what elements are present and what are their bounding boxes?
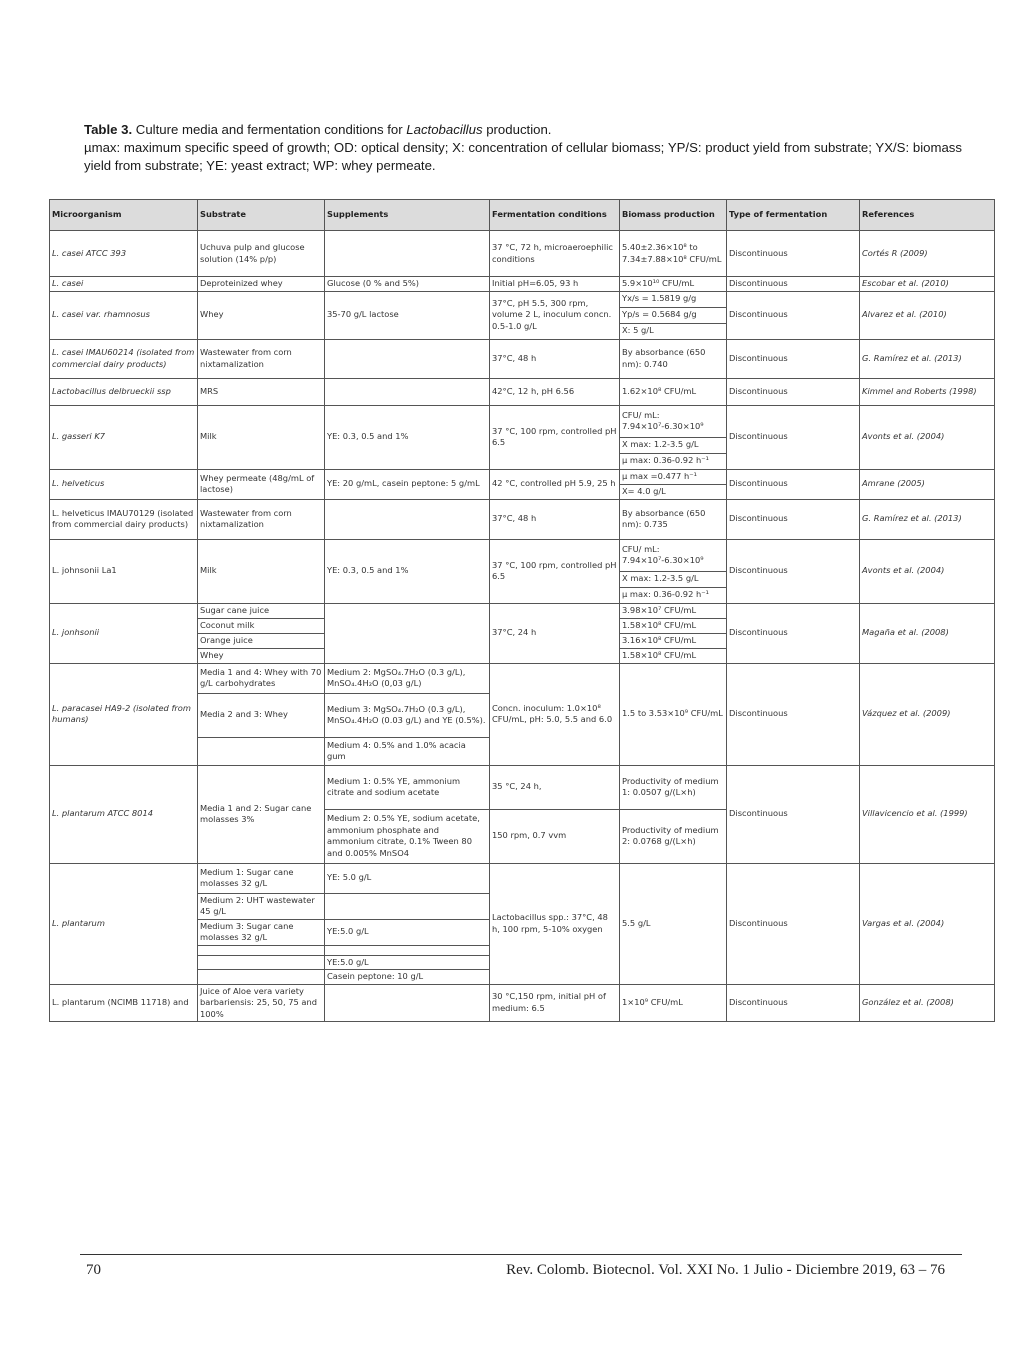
cell-microorganism: L. johnsonii La1	[50, 539, 198, 603]
cell-supplements	[325, 603, 490, 663]
cell-reference: Alvarez et al. (2010)	[860, 291, 995, 339]
cell-substrate: Media 1 and 2: Sugar cane molasses 3%	[198, 765, 325, 863]
table-row	[50, 539, 995, 571]
cell-microorganism: L. plantarum ATCC 8014	[50, 765, 198, 863]
caption-title-genus: Lactobacillus	[406, 122, 483, 137]
cell-substrate: Media 1 and 4: Whey with 70 g/L carbohydrates	[198, 663, 325, 693]
table-row	[50, 765, 995, 809]
cell-substrate: Medium 2: UHT wastewater 45 g/L	[198, 893, 325, 919]
cell-supplements: Medium 2: 0.5% YE, sodium acetate, ammonium phosphate and ammonium citrate, 0.1% Tween 80 and 0.005% MnSO4	[325, 809, 490, 863]
cell-supplements	[325, 893, 490, 919]
cell-reference: Vargas et al. (2004)	[860, 863, 995, 984]
cell-microorganism: L. helveticus	[50, 469, 198, 499]
cell-reference: Escobar et al. (2010)	[860, 277, 995, 292]
cell-supplements: YE:5.0 g/L	[325, 955, 490, 970]
cell-type: Discontinuous	[727, 765, 860, 863]
header-references: References	[860, 200, 995, 231]
cell-biomass: µ max: 0.36-0.92 h⁻¹	[620, 453, 727, 469]
cell-biomass: X max: 1.2-3.5 g/L	[620, 437, 727, 453]
header-type-of-fermentation: Type of fermentation	[727, 200, 860, 231]
cell-supplements: Medium 4: 0.5% and 1.0% acacia gum	[325, 737, 490, 765]
cell-microorganism: L. gasseri K7	[50, 405, 198, 469]
cell-microorganism: L. casei ATCC 393	[50, 231, 198, 277]
journal-citation: Rev. Colomb. Biotecnol. Vol. XXI No. 1 Julio - Diciembre 2019, 63 – 76	[506, 1262, 945, 1278]
cell-substrate: Whey permeate (48g/mL of lactose)	[198, 469, 325, 499]
cell-conditions: 42°C, 12 h, pH 6.56	[490, 378, 620, 405]
cell-supplements	[325, 378, 490, 405]
cell-microorganism: Lactobacillus delbrueckii ssp	[50, 378, 198, 405]
cell-biomass: 3.98×10⁷ CFU/mL	[620, 603, 727, 618]
cell-conditions: Concn. inoculum: 1.0×10⁸ CFU/mL, pH: 5.0, 5.5 and 6.0	[490, 663, 620, 765]
table-row	[50, 499, 995, 539]
table-row	[50, 603, 995, 618]
cell-supplements: Medium 1: 0.5% YE, ammonium citrate and sodium acetate	[325, 765, 490, 809]
page-number: 70	[86, 1262, 101, 1278]
cell-supplements: YE: 5.0 g/L	[325, 863, 490, 893]
cell-supplements: Medium 3: MgSO₄.7H₂O (0.3 g/L), MnSO₄.4H₂O (0.03 g/L) and YE (0.5%).	[325, 693, 490, 737]
table-row	[50, 663, 995, 693]
cell-reference: González et al. (2008)	[860, 984, 995, 1022]
cell-biomass: X= 4.0 g/L	[620, 484, 727, 499]
table-row	[50, 339, 995, 378]
cell-type: Discontinuous	[727, 539, 860, 603]
cell-conditions: 42 °C, controlled pH 5.9, 25 h	[490, 469, 620, 499]
cell-substrate: Media 2 and 3: Whey	[198, 693, 325, 737]
cell-biomass: µ max: 0.36-0.92 h⁻¹	[620, 587, 727, 603]
cell-supplements: 35-70 g/L lactose	[325, 291, 490, 339]
cell-reference: Avonts et al. (2004)	[860, 539, 995, 603]
cell-substrate: Medium 1: Sugar cane molasses 32 g/L	[198, 863, 325, 893]
cell-biomass: 3.16×10⁸ CFU/mL	[620, 633, 727, 648]
culture-media-table	[49, 199, 995, 1022]
cell-supplements	[325, 231, 490, 277]
cell-type: Discontinuous	[727, 405, 860, 469]
cell-biomass: X max: 1.2-3.5 g/L	[620, 571, 727, 587]
cell-biomass: CFU/ mL: 7.94×10⁷-6.30×10⁹	[620, 539, 727, 571]
cell-substrate: Wastewater from corn nixtamalization	[198, 339, 325, 378]
header-microorganism: Microorganism	[50, 200, 198, 231]
cell-type: Discontinuous	[727, 291, 860, 339]
table-row	[50, 469, 995, 484]
table-row	[50, 291, 995, 307]
cell-substrate	[198, 737, 325, 765]
cell-reference: Kimmel and Roberts (1998)	[860, 378, 995, 405]
cell-biomass: 5.5 g/L	[620, 863, 727, 984]
cell-conditions: 37°C, 48 h	[490, 339, 620, 378]
cell-supplements	[325, 339, 490, 378]
cell-type: Discontinuous	[727, 863, 860, 984]
cell-reference: Magaña et al. (2008)	[860, 603, 995, 663]
cell-supplements: YE: 0.3, 0.5 and 1%	[325, 539, 490, 603]
cell-biomass: Yx/s = 1.5819 g/g	[620, 291, 727, 307]
table-caption	[84, 121, 962, 175]
cell-biomass: Productivity of medium 2: 0.0768 g/(L×h)	[620, 809, 727, 863]
cell-microorganism: L. plantarum (NCIMB 11718) and	[50, 984, 198, 1022]
cell-substrate: Whey	[198, 291, 325, 339]
cell-conditions: Lactobacillus spp.: 37°C, 48 h, 100 rpm, 5-10% oxygen	[490, 863, 620, 984]
header-supplements: Supplements	[325, 200, 490, 231]
cell-substrate: Deproteinized whey	[198, 277, 325, 292]
caption-abbreviations: µmax: maximum specific speed of growth; OD: optical density; X: concentration of cellular biomass; YP/S: product yield from substrate; YX/S: biomass yield from substrate; YE: yeast extract; WP: whey permeate.	[84, 140, 962, 173]
table-row	[50, 863, 995, 893]
cell-supplements: Medium 2: MgSO₄.7H₂O (0.3 g/L), MnSO₄.4H₂O (0,03 g/L)	[325, 663, 490, 693]
cell-biomass: Yp/s = 0.5684 g/g	[620, 307, 727, 323]
cell-conditions: 37 °C, 72 h, microaeroephilic conditions	[490, 231, 620, 277]
cell-biomass: 1.58×10⁸ CFU/mL	[620, 648, 727, 663]
cell-biomass: 1.62×10⁸ CFU/mL	[620, 378, 727, 405]
table-header-row	[50, 200, 995, 231]
cell-supplements: Casein peptone: 10 g/L	[325, 970, 490, 985]
cell-microorganism: L. casei var. rhamnosus	[50, 291, 198, 339]
table-row	[50, 277, 995, 292]
footer-divider	[80, 1254, 962, 1255]
cell-microorganism: L. casei IMAU60214 (isolated from commercial dairy products)	[50, 339, 198, 378]
caption-title-pre: Culture media and fermentation conditions for	[132, 122, 407, 137]
cell-biomass: 1.58×10⁸ CFU/mL	[620, 618, 727, 633]
caption-title-post: production.	[482, 122, 552, 137]
cell-substrate: Orange juice	[198, 633, 325, 648]
cell-biomass: Productivity of medium 1: 0.0507 g/(L×h)	[620, 765, 727, 809]
header-fermentation-conditions: Fermentation conditions	[490, 200, 620, 231]
cell-conditions: 30 °C,150 rpm, initial pH of medium: 6.5	[490, 984, 620, 1022]
cell-microorganism: L. casei	[50, 277, 198, 292]
cell-type: Discontinuous	[727, 277, 860, 292]
cell-biomass: 5.40±2.36×10⁸ to 7.34±7.88×10⁸ CFU/mL	[620, 231, 727, 277]
cell-reference: Cortés R (2009)	[860, 231, 995, 277]
cell-substrate: Whey	[198, 648, 325, 663]
cell-supplements: YE: 20 g/mL, casein peptone: 5 g/mL	[325, 469, 490, 499]
cell-substrate: Sugar cane juice	[198, 603, 325, 618]
culture-table-wrapper	[49, 199, 994, 1045]
table-row	[50, 231, 995, 277]
cell-type: Discontinuous	[727, 469, 860, 499]
cell-substrate	[198, 945, 325, 955]
cell-substrate: MRS	[198, 378, 325, 405]
cell-biomass: By absorbance (650 nm): 0.740	[620, 339, 727, 378]
cell-supplements: YE:5.0 g/L	[325, 919, 490, 945]
cell-microorganism: L. paracasei HA9-2 (isolated from humans)	[50, 663, 198, 765]
cell-supplements	[325, 984, 490, 1022]
cell-type: Discontinuous	[727, 499, 860, 539]
table-row	[50, 378, 995, 405]
cell-supplements: YE: 0.3, 0.5 and 1%	[325, 405, 490, 469]
cell-type: Discontinuous	[727, 378, 860, 405]
cell-microorganism: L. plantarum	[50, 863, 198, 984]
cell-substrate: Juice of Aloe vera variety barbariensis: 25, 50, 75 and 100%	[198, 984, 325, 1022]
cell-substrate	[198, 955, 325, 970]
cell-supplements	[325, 945, 490, 955]
cell-conditions: Initial pH=6.05, 93 h	[490, 277, 620, 292]
cell-reference: Amrane (2005)	[860, 469, 995, 499]
cell-substrate: Wastewater from corn nixtamalization	[198, 499, 325, 539]
cell-substrate: Milk	[198, 405, 325, 469]
table-label: Table 3.	[84, 122, 133, 137]
cell-conditions: 37 °C, 100 rpm, controlled pH 6.5	[490, 539, 620, 603]
cell-reference: G. Ramírez et al. (2013)	[860, 499, 995, 539]
cell-biomass: 5.9×10¹⁰ CFU/mL	[620, 277, 727, 292]
cell-conditions: 150 rpm, 0.7 vvm	[490, 809, 620, 863]
cell-conditions: 37°C, 24 h	[490, 603, 620, 663]
cell-reference: Avonts et al. (2004)	[860, 405, 995, 469]
cell-supplements: Glucose (0 % and 5%)	[325, 277, 490, 292]
cell-biomass: 1×10⁹ CFU/mL	[620, 984, 727, 1022]
header-substrate: Substrate	[198, 200, 325, 231]
cell-biomass: By absorbance (650 nm): 0.735	[620, 499, 727, 539]
cell-conditions: 35 °C, 24 h,	[490, 765, 620, 809]
cell-conditions: 37 °C, 100 rpm, controlled pH 6.5	[490, 405, 620, 469]
cell-type: Discontinuous	[727, 984, 860, 1022]
cell-substrate: Milk	[198, 539, 325, 603]
cell-substrate: Uchuva pulp and glucose solution (14% p/p)	[198, 231, 325, 277]
cell-biomass: X: 5 g/L	[620, 323, 727, 339]
cell-biomass: CFU/ mL: 7.94×10⁷-6.30×10⁹	[620, 405, 727, 437]
cell-conditions: 37°C, 48 h	[490, 499, 620, 539]
cell-substrate	[198, 970, 325, 985]
cell-reference: Vázquez et al. (2009)	[860, 663, 995, 765]
cell-biomass: µ max =0.477 h⁻¹	[620, 469, 727, 484]
header-biomass-production: Biomass production	[620, 200, 727, 231]
cell-biomass: 1.5 to 3.53×10⁹ CFU/mL	[620, 663, 727, 765]
cell-supplements	[325, 499, 490, 539]
cell-conditions: 37°C, pH 5.5, 300 rpm, volume 2 L, inoculum concn. 0.5-1.0 g/L	[490, 291, 620, 339]
cell-substrate: Coconut milk	[198, 618, 325, 633]
table-row	[50, 405, 995, 437]
cell-microorganism: L. helveticus IMAU70129 (isolated from commercial dairy products)	[50, 499, 198, 539]
cell-type: Discontinuous	[727, 339, 860, 378]
cell-substrate: Medium 3: Sugar cane molasses 32 g/L	[198, 919, 325, 945]
cell-microorganism: L. jonhsonii	[50, 603, 198, 663]
table-row	[50, 984, 995, 1022]
cell-reference: G. Ramírez et al. (2013)	[860, 339, 995, 378]
cell-type: Discontinuous	[727, 231, 860, 277]
cell-reference: Villavicencio et al. (1999)	[860, 765, 995, 863]
cell-type: Discontinuous	[727, 603, 860, 663]
cell-type: Discontinuous	[727, 663, 860, 765]
